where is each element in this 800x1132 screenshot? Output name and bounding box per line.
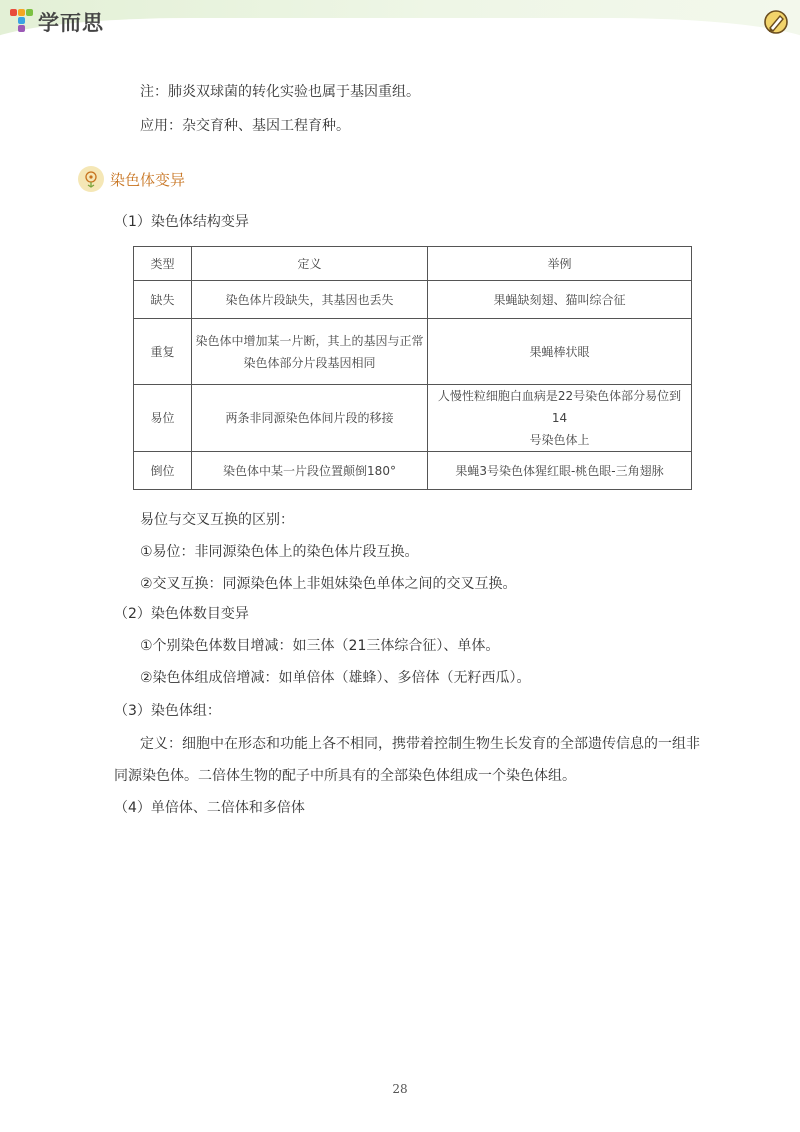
row-definition: 染色体中某一片段位置颠倒180° [192, 452, 428, 490]
row-type: 缺失 [134, 281, 192, 319]
chromosome-set-definition-line-2: 同源染色体。二倍体生物的配子中所具有的全部染色体组成一个染色体组。 [114, 768, 576, 784]
difference-title: 易位与交叉互换的区别： [140, 512, 294, 528]
row-definition: 两条非同源染色体间片段的移接 [192, 385, 428, 452]
structure-variation-table [133, 246, 692, 490]
section-heading [78, 166, 185, 192]
table-row [134, 452, 692, 490]
row-example: 果蝇缺刻翅、猫叫综合征 [428, 281, 692, 319]
number-variation-item-1: ①个别染色体数目增减：如三体（21三体综合征）、单体。 [140, 638, 500, 654]
example-line: 人慢性粒细胞白血病是22号染色体部分易位到14 [437, 389, 682, 425]
row-type: 易位 [134, 385, 192, 452]
example-line: 号染色体上 [529, 433, 590, 447]
row-example [428, 385, 692, 452]
subsection-1-title: （1）染色体结构变异 [114, 214, 249, 230]
table-header-row [134, 247, 692, 281]
flower-icon [82, 170, 100, 188]
row-definition [192, 319, 428, 385]
row-definition: 染色体片段缺失，其基因也丢失 [192, 281, 428, 319]
header-type: 类型 [134, 247, 192, 281]
header-definition: 定义 [192, 247, 428, 281]
subsection-3-title: （3）染色体组： [114, 703, 221, 719]
section-title: 染色体变异 [110, 170, 186, 189]
section-badge [78, 166, 104, 192]
page-number: 28 [392, 1082, 408, 1096]
logo-icon [8, 7, 34, 37]
definition-line: 染色体部分片段基因相同 [243, 355, 376, 370]
difference-item-1: ①易位：非同源染色体上的染色体片段互换。 [140, 544, 419, 560]
logo-text: 学而思 [38, 11, 104, 35]
table-row [134, 385, 692, 452]
note-line-2: 应用：杂交育种、基因工程育种。 [140, 118, 350, 134]
pencil-badge-icon [762, 8, 790, 36]
difference-item-2: ②交叉互换：同源染色体上非姐妹染色单体之间的交叉互换。 [140, 576, 517, 592]
number-variation-item-2: ②染色体组成倍增减：如单倍体（雄蜂）、多倍体（无籽西瓜）。 [140, 670, 531, 686]
table-row [134, 281, 692, 319]
header-curve [0, 18, 800, 78]
subsection-2-title: （2）染色体数目变异 [114, 606, 249, 622]
row-type: 倒位 [134, 452, 192, 490]
row-type: 重复 [134, 319, 192, 385]
note-line-1: 注：肺炎双球菌的转化实验也属于基因重组。 [140, 84, 420, 100]
page-header [0, 0, 800, 44]
subsection-4-title: （4）单倍体、二倍体和多倍体 [114, 800, 305, 816]
chromosome-set-definition-line-1: 定义：细胞中在形态和功能上各不相同，携带着控制生物生长发育的全部遗传信息的一组非 [140, 736, 700, 752]
brand-logo [8, 7, 104, 37]
table-row [134, 319, 692, 385]
definition-line: 染色体中增加某一片断，其上的基因与正常 [195, 333, 424, 348]
row-example: 果蝇棒状眼 [428, 319, 692, 385]
row-example: 果蝇3号染色体猩红眼-桃色眼-三角翅脉 [428, 452, 692, 490]
header-example: 举例 [428, 247, 692, 281]
